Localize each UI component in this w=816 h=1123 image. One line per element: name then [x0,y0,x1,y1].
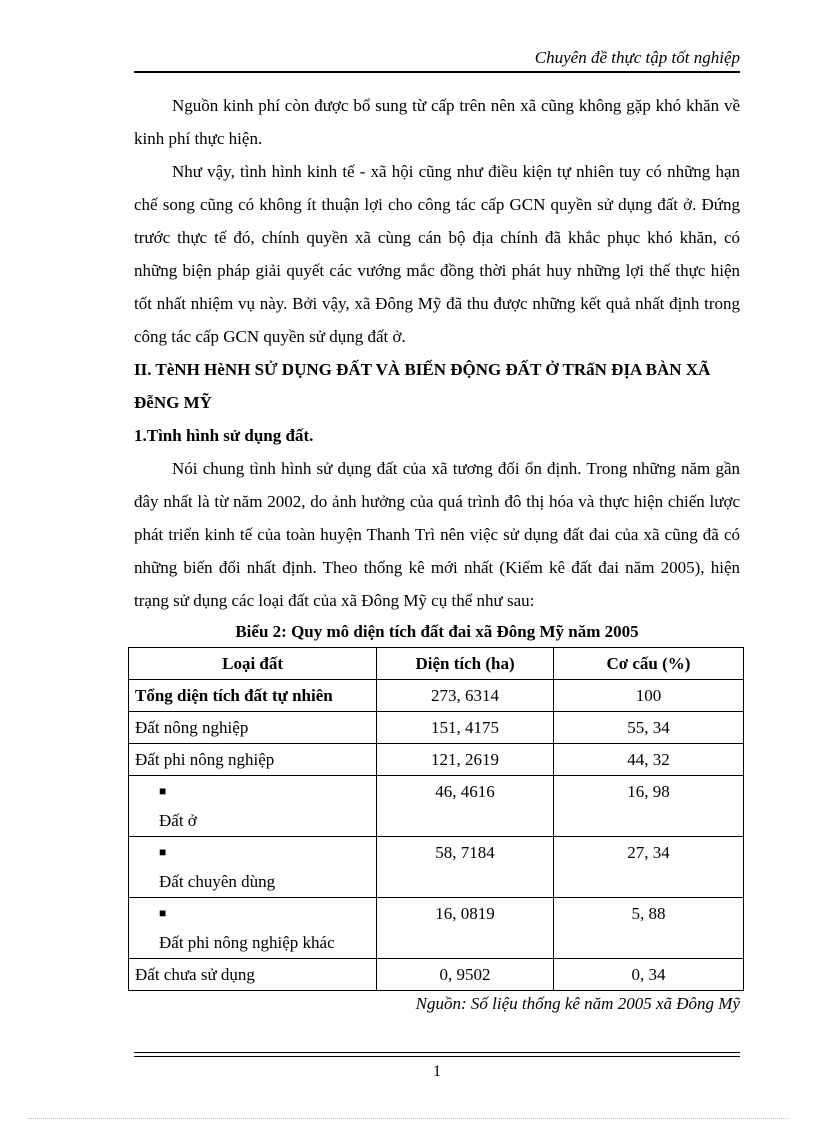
row-area: 46, 4616 [377,776,554,837]
header-area: Diện tích (ha) [377,648,554,680]
table-row [129,898,744,959]
row-area: 273, 6314 [377,680,554,712]
table-row [129,680,744,712]
section-heading: II. TèNH HèNH SỬ DỤNG ĐẤT VÀ BIẾN ĐỘNG ĐẤT Ở TRấN ĐỊA BÀN XÃ ĐễNG MỸ [134,360,711,412]
land-use-table [128,647,744,991]
header-rule [134,71,740,73]
row-area: 58, 7184 [377,837,554,898]
bullet-icon: ■ [159,845,167,859]
row-label: Đất nông nghiệp [129,712,377,744]
paragraph-1: Nguồn kinh phí còn được bổ sung từ cấp trên nên xã cũng không gặp khó khăn về kinh phí thực hiện. [134,96,740,148]
row-label: Đất ở [159,811,197,830]
row-area: 0, 9502 [377,959,554,991]
row-share: 55, 34 [553,712,743,744]
row-label-cell [129,898,377,959]
table-row [129,776,744,837]
row-share: 5, 88 [553,898,743,959]
row-share: 16, 98 [553,776,743,837]
bullet-icon: ■ [159,784,167,798]
row-share: 0, 34 [553,959,743,991]
row-share: 100 [553,680,743,712]
bullet-icon: ■ [159,906,167,920]
row-label: Đất phi nông nghiệp [129,744,377,776]
table-row [129,837,744,898]
row-area: 121, 2619 [377,744,554,776]
table-source: Nguồn: Số liệu thống kê năm 2005 xã Đông Mỹ [415,994,740,1013]
page-boundary [28,1118,788,1119]
row-label: Tổng diện tích đất tự nhiên [129,680,377,712]
row-area: 16, 0819 [377,898,554,959]
row-label: Đất phi nông nghiệp khác [159,933,335,952]
header-land-type: Loại đất [129,648,377,680]
page-content [134,89,740,1017]
row-share: 27, 34 [553,837,743,898]
table-row [129,712,744,744]
row-area: 151, 4175 [377,712,554,744]
row-label-cell [129,776,377,837]
paragraph-3: Nói chung tình hình sử dụng đất của xã tương đối ổn định. Trong những năm gần đây nhất là từ năm 2002, do ảnh hưởng của quá trình đô thị hóa và thực hiện chiến lược phát triển kinh tế của toàn huyện Thanh Trì nên việc sử dụng đất đai của xã cũng đã có những biến đổi nhất định. Theo thống kê mới nhất (Kiểm kê đất đai năm 2005), hiện trạng sử dụng các loại đất của xã Đông Mỹ cụ thể như sau: [134,459,740,610]
table-row [129,959,744,991]
row-share: 44, 32 [553,744,743,776]
subsection-heading: 1.Tình hình sử dụng đất. [134,426,314,445]
table-header-row [129,648,744,680]
table-row [129,744,744,776]
row-label-cell [129,837,377,898]
paragraph-2: Như vậy, tình hình kinh tế - xã hội cũng như điều kiện tự nhiên tuy có những hạn chế song cũng có không ít thuận lợi cho công tác cấp GCN quyền sử dụng đất ở. Đứng trước thực tế đó, chính quyền xã cùng cán bộ địa chính đã khắc phục khó khăn, có những biện pháp giải quyết các vướng mắc đồng thời phát huy những lợi thế thực hiện tốt nhất nhiệm vụ này. Bởi vậy, xã Đông Mỹ đã thu được những kết quả nhất định trong công tác cấp GCN quyền sử dụng đất ở. [134,162,740,346]
table-caption: Biểu 2: Quy mô diện tích đất đai xã Đông Mỹ năm 2005 [235,622,639,641]
running-header: Chuyên đề thực tập tốt nghiệp [534,48,740,67]
row-label: Đất chuyên dùng [159,872,276,891]
header-share: Cơ cấu (%) [553,648,743,680]
row-label: Đất chưa sử dụng [129,959,377,991]
footer-rule [134,1052,740,1057]
page-number: 1 [433,1063,441,1080]
